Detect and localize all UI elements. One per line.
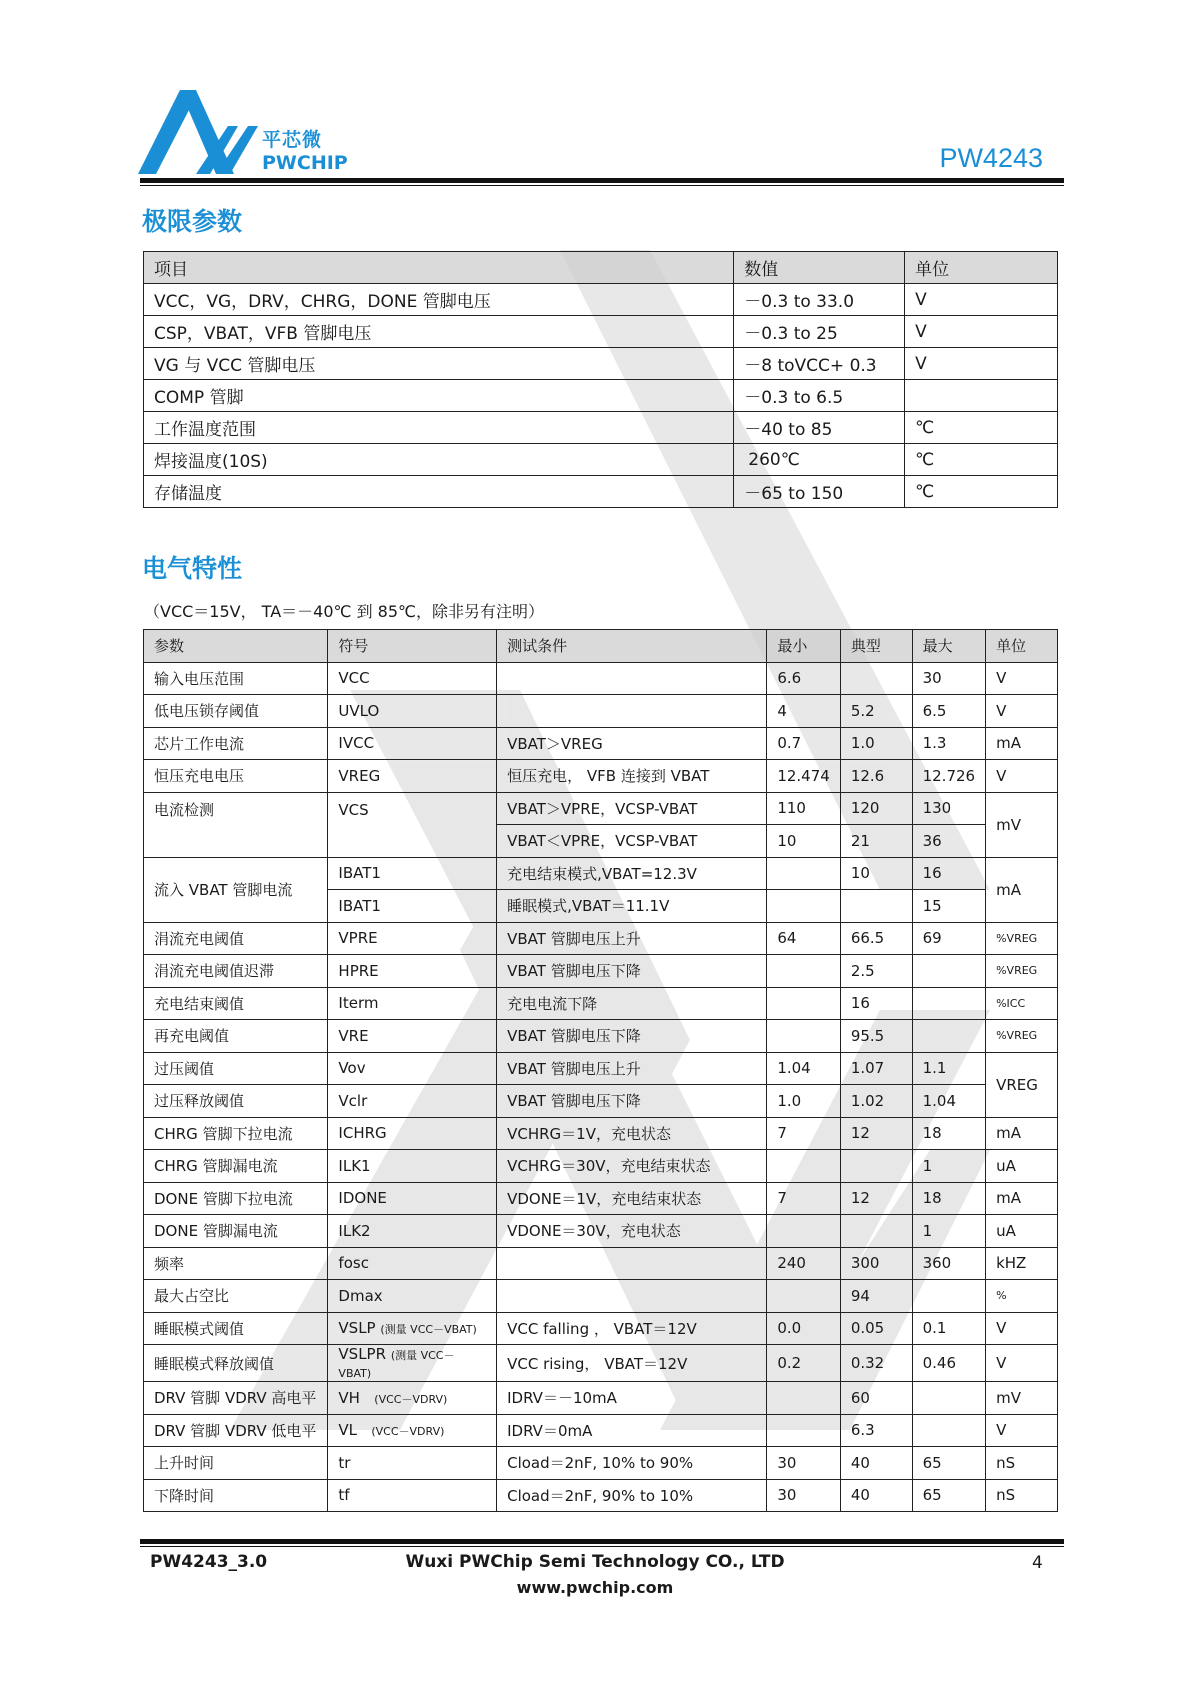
cell: 5.2 [840,695,912,728]
table-row [144,444,1058,476]
cell: 130 [912,792,986,825]
page-number: 4 [1032,1553,1043,1573]
cell: VCHRG＝1V，充电状态 [497,1117,767,1150]
cell [767,1150,841,1183]
cell: 工作温度范围 [144,412,734,444]
cell: nS [986,1479,1058,1512]
cell [767,1020,841,1053]
cell: ℃ [905,476,1058,508]
table-row [144,1182,1058,1215]
cell: VDONE＝30V，充电状态 [497,1215,767,1248]
symbol: VH [338,1388,360,1407]
cell: ICHRG [328,1117,497,1150]
cell [328,1312,497,1345]
pwchip-logo-icon [138,88,263,176]
cell: 40 [840,1479,912,1512]
cell: nS [986,1447,1058,1480]
cell: 1 [912,1215,986,1248]
cell [905,380,1058,412]
cell: 1.0 [767,1085,841,1118]
cell: 12.726 [912,760,986,793]
cell: 再充电阈值 [144,1020,328,1053]
header-rule-thin [140,185,1064,186]
cell: 12.6 [840,760,912,793]
cell: VCC，VG，DRV，CHRG，DONE 管脚电压 [144,284,734,316]
cell: 存储温度 [144,476,734,508]
cell: Vclr [328,1085,497,1118]
cell: 0.46 [912,1345,986,1382]
cell: VBAT 管脚电压下降 [497,1085,767,1118]
cell [767,987,841,1020]
cell [840,1150,912,1183]
cell: 频率 [144,1247,328,1280]
cell: ILK1 [328,1150,497,1183]
cell: －65 to 150 [734,476,905,508]
cell: 12 [840,1117,912,1150]
cell: 30 [912,662,986,695]
cell: %VREG [986,922,1058,955]
cell: 12 [840,1182,912,1215]
cell [912,1414,986,1447]
cell [912,1020,986,1053]
cell [497,695,767,728]
symbol-note: (VCC－VDRV) [371,1425,445,1439]
cell: 1.3 [912,727,986,760]
cell: 260℃ [734,444,905,476]
cell: 360 [912,1247,986,1280]
cell: HPRE [328,955,497,988]
cell: 64 [767,922,841,955]
cell: 低电压锁存阈值 [144,695,328,728]
cell: 0.2 [767,1345,841,1382]
cell: 1.02 [840,1085,912,1118]
cell: DONE 管脚下拉电流 [144,1182,328,1215]
header-cell: 最大 [912,630,986,663]
cell: 10 [840,857,912,890]
cell: 18 [912,1182,986,1215]
table-row [144,1020,1058,1053]
cell: 0.1 [912,1312,986,1345]
cell [767,890,841,923]
table-row [144,1085,1058,1118]
cell: mV [986,1382,1058,1415]
cell: VCC rising， VBAT＝12V [497,1345,767,1382]
footer-doc-version: PW4243_3.0 [150,1552,268,1572]
cell: VCC [328,662,497,695]
footer-rule-thin [140,1546,1064,1547]
table-row [144,987,1058,1020]
symbol-note: (测量 VCC－VBAT) [380,1323,477,1337]
cell: IDRV＝0mA [497,1414,767,1447]
table-row [144,922,1058,955]
cell: 涓流充电阈值 [144,922,328,955]
table-row [144,662,1058,695]
table-row [144,1414,1058,1447]
cell: ℃ [905,412,1058,444]
cell: IDONE [328,1182,497,1215]
cell: CSP，VBAT，VFB 管脚电压 [144,316,734,348]
cell: IBAT1 [328,890,497,923]
header-cell: 参数 [144,630,328,663]
cell: 0.0 [767,1312,841,1345]
cell [840,890,912,923]
cell: V [986,1345,1058,1382]
cell [840,662,912,695]
cell: 30 [767,1447,841,1480]
cell: %ICC [986,987,1058,1020]
table-row [144,1280,1058,1313]
table-row [144,1052,1058,1085]
cell: uA [986,1215,1058,1248]
footer-rule [140,1539,1064,1544]
cell: 2.5 [840,955,912,988]
cell: －8 toVCC+ 0.3 [734,348,905,380]
cell: 30 [767,1479,841,1512]
cell: 65 [912,1447,986,1480]
cell: %VREG [986,955,1058,988]
cell: 恒压充电电压 [144,760,328,793]
cell: 1.04 [767,1052,841,1085]
cell: 66.5 [840,922,912,955]
cell: tr [328,1447,497,1480]
cell [767,857,841,890]
table-row [144,412,1058,444]
table-row [144,857,1058,890]
cell: 上升时间 [144,1447,328,1480]
section-title-electrical: 电气特性 [142,554,243,583]
cell: 睡眠模式释放阈值 [144,1345,328,1382]
absolute-max-table [143,251,1058,508]
footer-company: Wuxi PWChip Semi Technology CO., LTD [405,1552,785,1572]
cell: V [905,316,1058,348]
cell: 睡眠模式阈值 [144,1312,328,1345]
cell: 1.0 [840,727,912,760]
cell [767,1280,841,1313]
table-row [144,1117,1058,1150]
table-row [144,727,1058,760]
cell: 12.474 [767,760,841,793]
cell: mA [986,727,1058,760]
cell: VCHRG＝30V，充电结束状态 [497,1150,767,1183]
cell: VCC falling ， VBAT＝12V [497,1312,767,1345]
cell: 7 [767,1117,841,1150]
cell: 6.3 [840,1414,912,1447]
symbol: VL [338,1421,358,1440]
cell [912,955,986,988]
symbol-note: (测量 VCC－VBAT) [338,1349,455,1380]
cell: DRV 管脚 VDRV 低电平 [144,1414,328,1447]
cell: 6.5 [912,695,986,728]
cell: 60 [840,1382,912,1415]
cell: VREG [986,1052,1058,1117]
cell: CHRG 管脚漏电流 [144,1150,328,1183]
table-row [144,760,1058,793]
cell: V [986,695,1058,728]
cell: 240 [767,1247,841,1280]
cell: IBAT1 [328,857,497,890]
cell: V [905,284,1058,316]
cell: CHRG 管脚下拉电流 [144,1117,328,1150]
cell: 110 [767,792,841,825]
cell: mA [986,1117,1058,1150]
cell: Iterm [328,987,497,1020]
cell: IVCC [328,727,497,760]
cell: 95.5 [840,1020,912,1053]
cell: 输入电压范围 [144,662,328,695]
table-header-row [144,630,1058,663]
cell [912,1280,986,1313]
cell: －0.3 to 25 [734,316,905,348]
cell: mV [986,792,1058,857]
cell [767,1414,841,1447]
table-row [144,1150,1058,1183]
cell: －0.3 to 6.5 [734,380,905,412]
cell: 恒压充电， VFB 连接到 VBAT [497,760,767,793]
cell: COMP 管脚 [144,380,734,412]
header-cell: 符号 [328,630,497,663]
logo-chinese-name: 平芯微 [262,129,323,151]
cell: 最大占空比 [144,1280,328,1313]
cell: V [986,1312,1058,1345]
cell: mA [986,1182,1058,1215]
cell: VG 与 VCC 管脚电压 [144,348,734,380]
cell [328,1345,497,1382]
section-title-absolute-max: 极限参数 [142,207,243,236]
cell: V [986,760,1058,793]
cell: VPRE [328,922,497,955]
table-row [144,955,1058,988]
cell: 过压阈值 [144,1052,328,1085]
cell: ILK2 [328,1215,497,1248]
table-row [144,284,1058,316]
cell: 94 [840,1280,912,1313]
cell: VBAT 管脚电压下降 [497,955,767,988]
cell [912,1382,986,1415]
cell: Cload＝2nF, 10% to 90% [497,1447,767,1480]
cell: 300 [840,1247,912,1280]
table-row [144,380,1058,412]
cell: 睡眠模式,VBAT＝11.1V [497,890,767,923]
table-row [144,1312,1058,1345]
symbol-note: (VCC－VDRV) [374,1392,448,1406]
cell: 10 [767,825,841,858]
cell: VDONE＝1V，充电结束状态 [497,1182,767,1215]
cell: 65 [912,1479,986,1512]
cell: V [986,662,1058,695]
cell: 69 [912,922,986,955]
cell [767,1382,841,1415]
cell [497,1247,767,1280]
cell: 0.32 [840,1345,912,1382]
cell: VCS [328,792,497,857]
cell: VBAT＞VPRE，VCSP-VBAT [497,792,767,825]
cell: Cload＝2nF, 90% to 10% [497,1479,767,1512]
footer-website: www.pwchip.com [516,1578,674,1597]
header-cell: 数值 [734,252,905,284]
electrical-characteristics-table [143,629,1058,1512]
cell: fosc [328,1247,497,1280]
cell: 21 [840,825,912,858]
cell: % [986,1280,1058,1313]
header-cell: 单位 [905,252,1058,284]
cell: 0.05 [840,1312,912,1345]
header-cell: 最小 [767,630,841,663]
cell: V [905,348,1058,380]
cell: VREG [328,760,497,793]
header-cell: 测试条件 [497,630,767,663]
cell: tf [328,1479,497,1512]
cell: IDRV＝－10mA [497,1382,767,1415]
cell: 4 [767,695,841,728]
cell: 0.7 [767,727,841,760]
cell: 18 [912,1117,986,1150]
cell: VBAT 管脚电压下降 [497,1020,767,1053]
logo-english-name: PWCHIP [262,152,348,174]
cell [328,1414,497,1447]
table-row [144,476,1058,508]
cell: 充电电流下降 [497,987,767,1020]
table-row [144,1345,1058,1382]
cell: Vov [328,1052,497,1085]
cell [497,662,767,695]
table-header-row [144,252,1058,284]
cell: UVLO [328,695,497,728]
cell [840,1215,912,1248]
cell: VBAT 管脚电压上升 [497,1052,767,1085]
header-rule [140,178,1064,183]
cell: mA [986,857,1058,922]
cell [328,1382,497,1415]
table-row [144,792,1058,825]
cell: 1.04 [912,1085,986,1118]
cell: 16 [912,857,986,890]
cell: DRV 管脚 VDRV 高电平 [144,1382,328,1415]
cell [767,1215,841,1248]
cell: VBAT 管脚电压上升 [497,922,767,955]
cell: 15 [912,890,986,923]
cell: 芯片工作电流 [144,727,328,760]
cell: 40 [840,1447,912,1480]
cell: 涓流充电阈值迟滞 [144,955,328,988]
table-row [144,1479,1058,1512]
cell [497,1280,767,1313]
table-row [144,695,1058,728]
cell: DONE 管脚漏电流 [144,1215,328,1248]
cell: ℃ [905,444,1058,476]
test-conditions-note: （VCC＝15V， TA＝－40℃ 到 85℃，除非另有注明） [144,602,544,621]
table-row [144,1247,1058,1280]
cell: %VREG [986,1020,1058,1053]
table-row [144,1382,1058,1415]
cell: 流入 VBAT 管脚电流 [144,857,328,922]
cell [912,987,986,1020]
cell: 1 [912,1150,986,1183]
cell: 下降时间 [144,1479,328,1512]
header-cell: 典型 [840,630,912,663]
cell: －0.3 to 33.0 [734,284,905,316]
table-row [144,1215,1058,1248]
table-row [144,1447,1058,1480]
cell: 过压释放阈值 [144,1085,328,1118]
symbol: VSLP [338,1319,376,1338]
cell: 6.6 [767,662,841,695]
cell: V [986,1414,1058,1447]
cell: VBAT＜VPRE，VCSP-VBAT [497,825,767,858]
cell: 36 [912,825,986,858]
header-cell: 单位 [986,630,1058,663]
cell: 16 [840,987,912,1020]
cell: 电流检测 [144,792,328,857]
cell: 1.07 [840,1052,912,1085]
cell: VBAT＞VREG [497,727,767,760]
symbol: VSLPR [338,1345,387,1363]
cell: 焊接温度(10S) [144,444,734,476]
header-cell: 项目 [144,252,734,284]
cell: 120 [840,792,912,825]
header-model-number: PW4243 [939,143,1043,173]
table-row [144,316,1058,348]
cell: 充电结束模式,VBAT=12.3V [497,857,767,890]
cell: 7 [767,1182,841,1215]
cell: －40 to 85 [734,412,905,444]
cell: 1.1 [912,1052,986,1085]
cell: VRE [328,1020,497,1053]
cell [767,955,841,988]
cell: 充电结束阈值 [144,987,328,1020]
table-row [144,348,1058,380]
cell: Dmax [328,1280,497,1313]
cell: kHZ [986,1247,1058,1280]
cell: uA [986,1150,1058,1183]
